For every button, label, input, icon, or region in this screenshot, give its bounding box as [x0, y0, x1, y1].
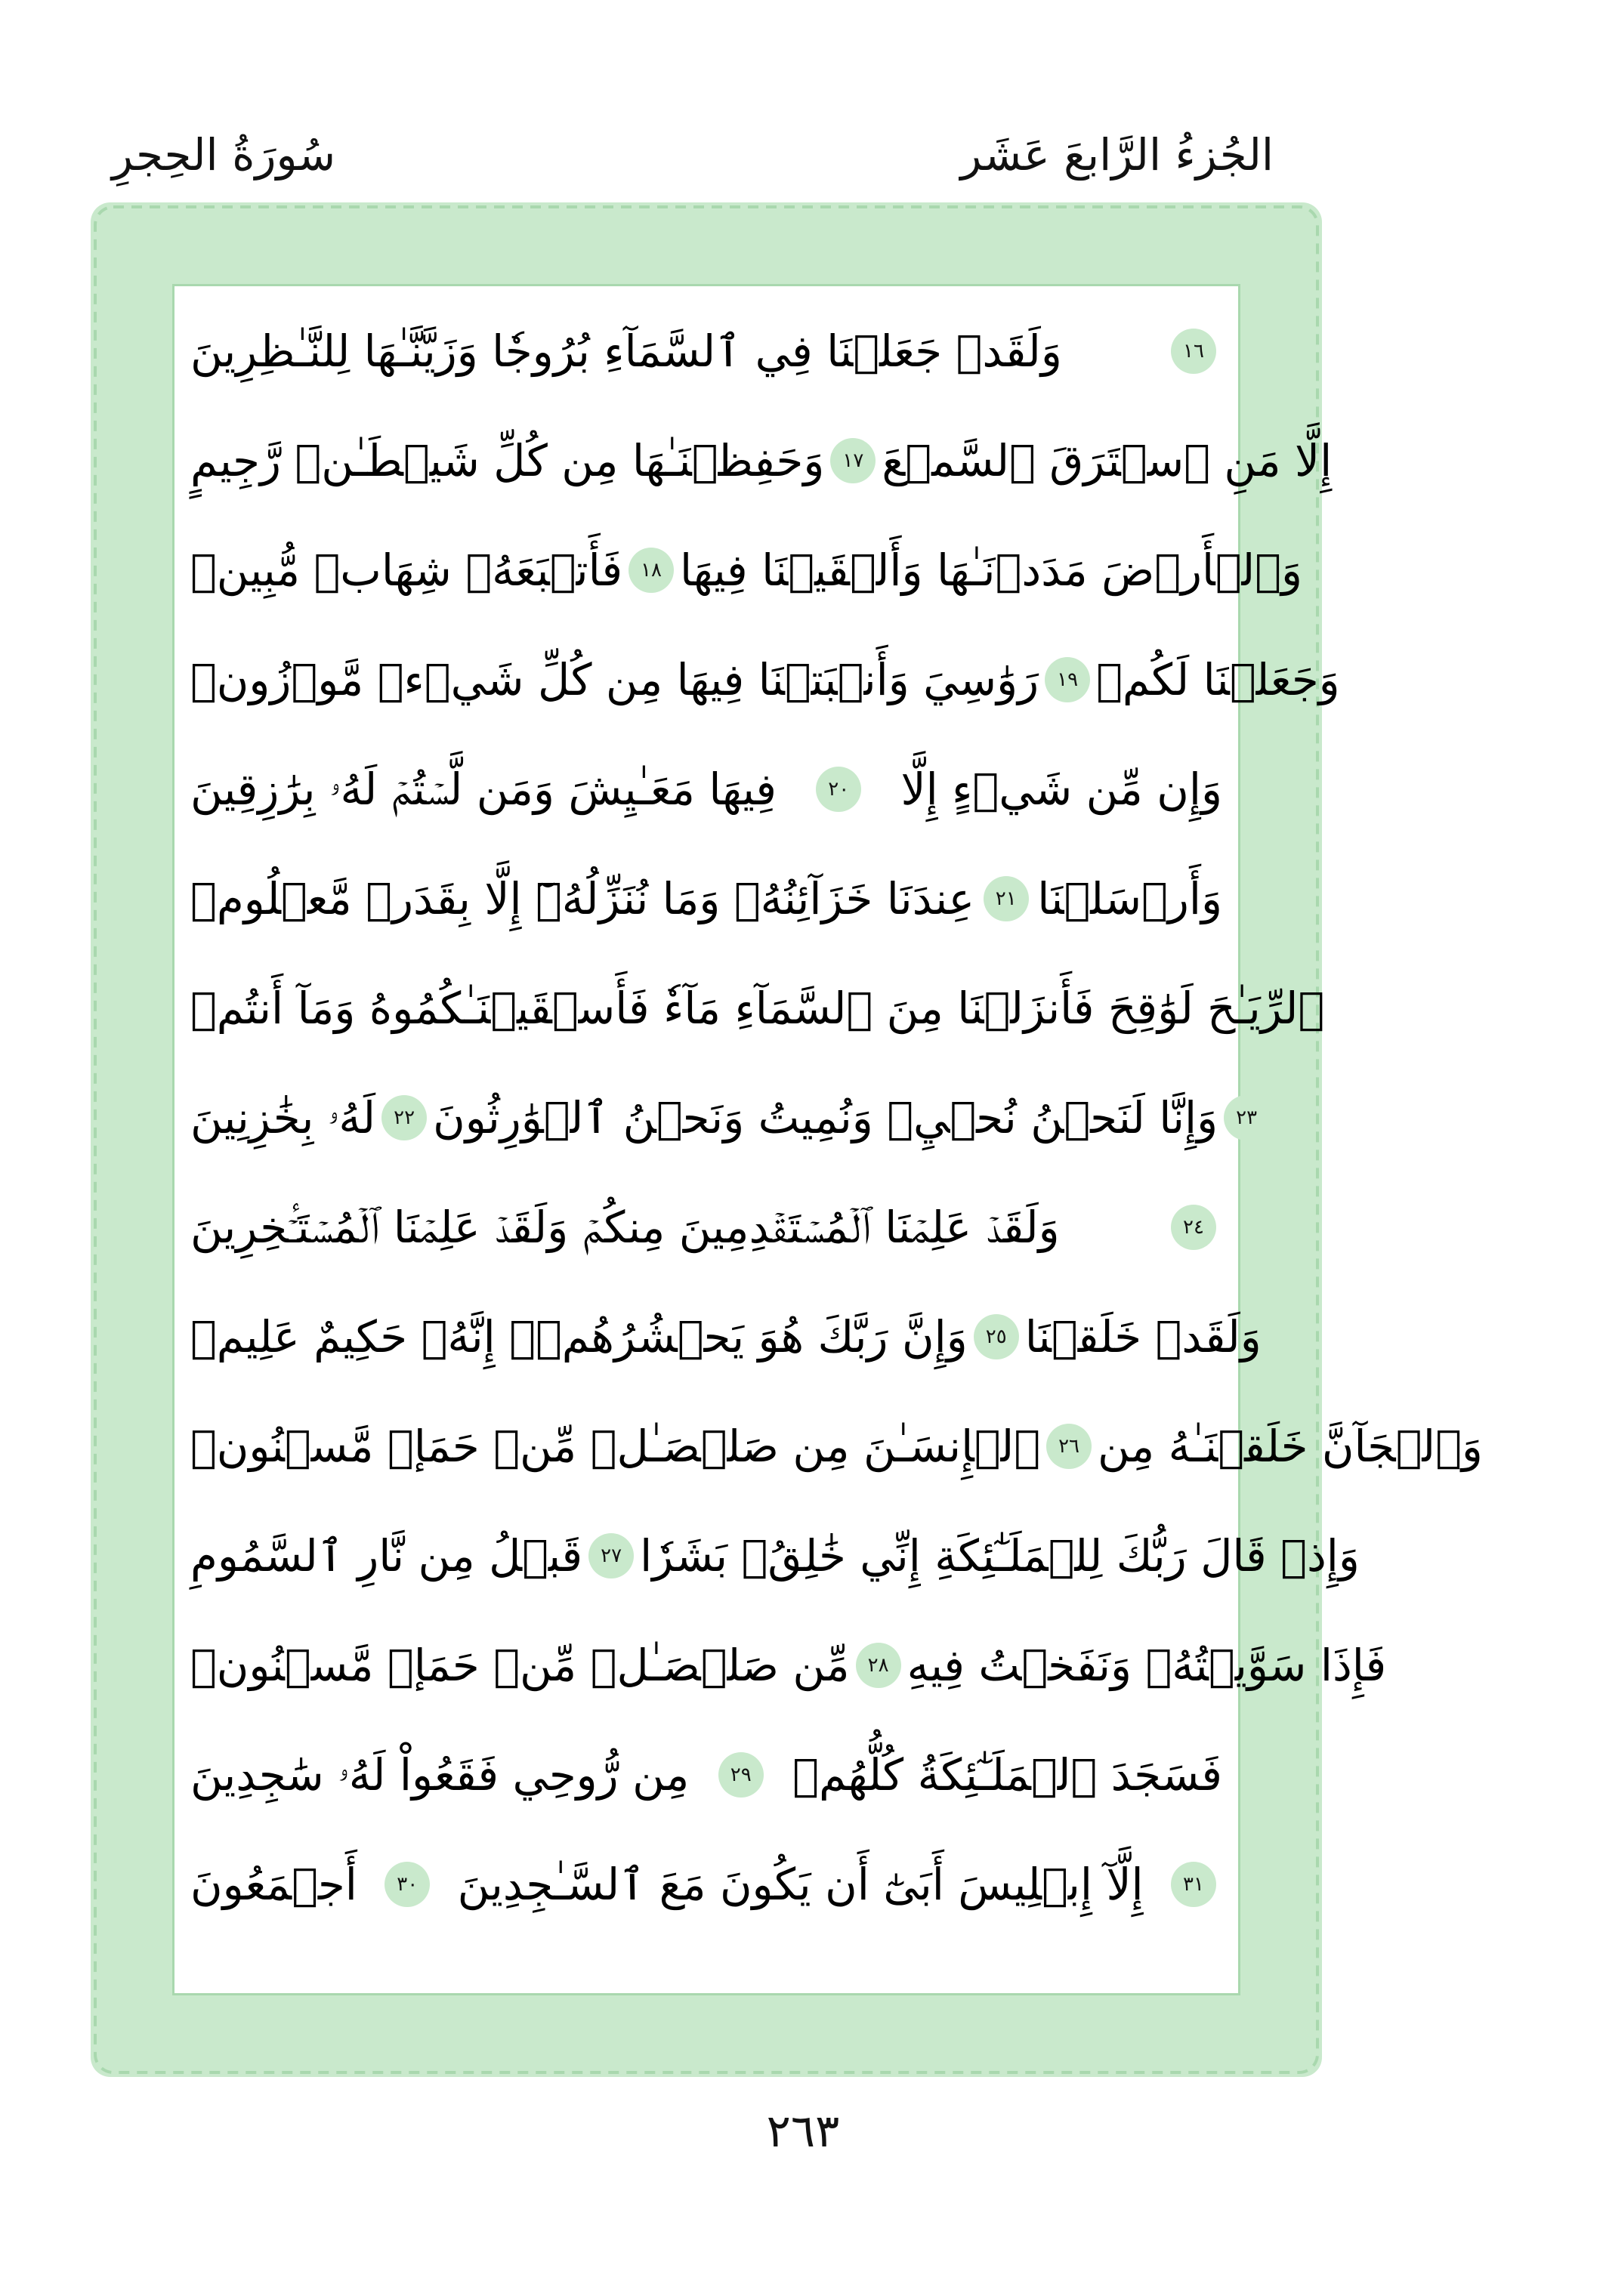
verse-text: أَجۡمَعُونَ	[190, 1859, 357, 1910]
ayah-number-marker: ١٩	[1045, 657, 1090, 702]
verse-text: وَإِنَّا لَنَحۡنُ نُحۡيِۦ وَنُمِيتُ وَنَحۡنُ ٱلۡوَٰرِثُونَ	[433, 1092, 1218, 1143]
quran-lines	[172, 284, 1483, 1995]
text-line	[190, 632, 1340, 727]
verse-text: وَجَعَلۡنَا لَكُمۡ	[1096, 654, 1340, 705]
text-line	[190, 1289, 1262, 1384]
ayah-number-marker: ١٦	[1171, 329, 1216, 374]
text-line	[190, 1618, 1387, 1713]
verse-text: ٱلۡإِنسَـٰنَ مِن صَلۡصَـٰلٖ مِّنۡ حَمَإٖ مَّسۡنُونٖ	[190, 1421, 1041, 1472]
ayah-number-marker: ٢١	[984, 876, 1029, 921]
ayah-number-marker: ٢٦	[1046, 1424, 1092, 1469]
verse-text: مِّن صَلۡصَـٰلٖ مِّنۡ حَمَإٖ مَّسۡنُونٖ	[190, 1640, 850, 1691]
text-line	[190, 1508, 1360, 1603]
verse-text: وَٱلۡأَرۡضَ مَدَدۡنَـٰهَا وَأَلۡقَيۡنَا فِيهَا	[680, 545, 1302, 596]
verse-text: وَإِن مِّن شَيۡءٍ إِلَّا	[900, 764, 1222, 815]
ayah-number-marker: ٢٨	[856, 1643, 901, 1688]
verse-text: وَإِنَّ رَبَّكَ هُوَ يَحۡشُرُهُمۡۚ إِنَّهُۥ حَكِيمٌ عَلِيمٞ	[190, 1311, 968, 1362]
text-line	[190, 961, 1325, 1056]
ayah-number-marker: ٣٠	[385, 1862, 430, 1907]
verse-text: إِلَّآ إِبۡلِيسَ أَبَىٰٓ أَن يَكُونَ مَعَ ٱلسَّـٰجِدِينَ	[457, 1859, 1144, 1910]
verse-text: مِن رُّوحِي فَقَعُواْ لَهُۥ سَٰجِدِينَ	[190, 1748, 690, 1801]
ayah-number-marker: ٢٥	[974, 1314, 1019, 1359]
ayah-number-marker: ٢٠	[816, 767, 861, 812]
verse-text: قَبۡلُ مِن نَّارِ ٱلسَّمُومِ	[190, 1530, 583, 1582]
verse-text: فَأَتۡبَعَهُۥ شِهَابٞ مُّبِينٞ	[190, 545, 623, 596]
juz-name-header: الجُزءُ الرَّابعَ عَشَر	[960, 129, 1274, 181]
verse-text: وَحَفِظۡنَـٰهَا مِن كُلِّ شَيۡطَـٰنٖ رَّجِيمٍ	[190, 435, 825, 486]
verse-text: وَلَقَدۡ جَعَلۡنَا فِي ٱلسَّمَآءِ بُرُوجٗا وَزَيَّنَّـٰهَا لِلنَّـٰظِرِينَ	[190, 326, 1062, 377]
verse-text: وَأَرۡسَلۡنَا	[1037, 873, 1222, 924]
text-line	[190, 1727, 1222, 1822]
text-line	[190, 1180, 1222, 1275]
ayah-number-marker: ٢٣	[1224, 1095, 1269, 1140]
ayah-number-marker: ٢٤	[1171, 1205, 1216, 1250]
surah-name-header: سُورَةُ الحِجرِ	[112, 129, 336, 181]
ayah-number-marker: ١٧	[830, 438, 876, 483]
verse-text: فَإِذَا سَوَّيۡتُهُۥ وَنَفَخۡتُ فِيهِ	[906, 1640, 1387, 1691]
text-line	[190, 304, 1222, 399]
verse-text: لَهُۥ بِخَٰزِنِينَ	[190, 1091, 376, 1143]
text-line	[190, 742, 1222, 837]
verse-text: وَٱلۡجَآنَّ خَلَقۡنَـٰهُ مِن	[1098, 1421, 1483, 1472]
verse-text: وَلَقَدۡ خَلَقۡنَا	[1024, 1311, 1262, 1362]
text-line	[190, 851, 1222, 946]
verse-text: فَسَجَدَ ٱلۡمَلَـٰٓئِكَةُ كُلُّهُمۡ	[792, 1749, 1222, 1801]
ayah-number-marker: ٢٩	[718, 1752, 764, 1798]
verse-text: إِلَّا مَنِ ٱسۡتَرَقَ ٱلسَّمۡعَ	[882, 435, 1333, 486]
verse-text: رَوَٰسِيَ وَأَنۢبَتۡنَا فِيهَا مِن كُلِّ شَيۡءٖ مَّوۡزُونٖ	[190, 654, 1039, 705]
text-line	[190, 1399, 1483, 1494]
verse-text: عِندَنَا خَزَآئِنُهُۥ وَمَا نُنَزِّلُهُۥٓ إِلَّا بِقَدَرٖ مَّعۡلُومٖ	[190, 873, 975, 924]
verse-text: وَلَقَدۡ عَلِمۡنَا ٱلۡمُسۡتَقۡدِمِينَ مِنكُمۡ وَلَقَدۡ عَلِمۡنَا ٱلۡمُسۡتَـٔۡخِرِينَ	[190, 1201, 1060, 1253]
text-line	[190, 1837, 1222, 1932]
text-line	[190, 523, 1302, 618]
ayah-number-marker: ٢٢	[381, 1095, 427, 1140]
ayah-number-marker: ١٨	[629, 548, 674, 593]
text-line	[190, 413, 1333, 508]
ayah-number-marker: ٣١	[1171, 1862, 1216, 1907]
verse-text: فِيهَا مَعَـٰيِشَ وَمَن لَّسۡتُمۡ لَهُۥ بِرَٰزِقِينَ	[190, 763, 777, 815]
verse-text: ٱلرِّيَـٰحَ لَوَٰقِحَ فَأَنزَلۡنَا مِنَ ٱلسَّمَآءِ مَآءٗ فَأَسۡقَيۡنَـٰكُمُوهُ وَمَآ أَنتُمۡ	[190, 983, 1325, 1034]
page-number: ٢٦٣	[766, 2105, 840, 2158]
verse-text: وَإِذۡ قَالَ رَبُّكَ لِلۡمَلَـٰٓئِكَةِ إِنِّي خَٰلِقُۢ بَشَرٗا	[640, 1530, 1360, 1582]
ayah-number-marker: ٢٧	[588, 1533, 634, 1578]
text-line	[190, 1070, 1258, 1165]
